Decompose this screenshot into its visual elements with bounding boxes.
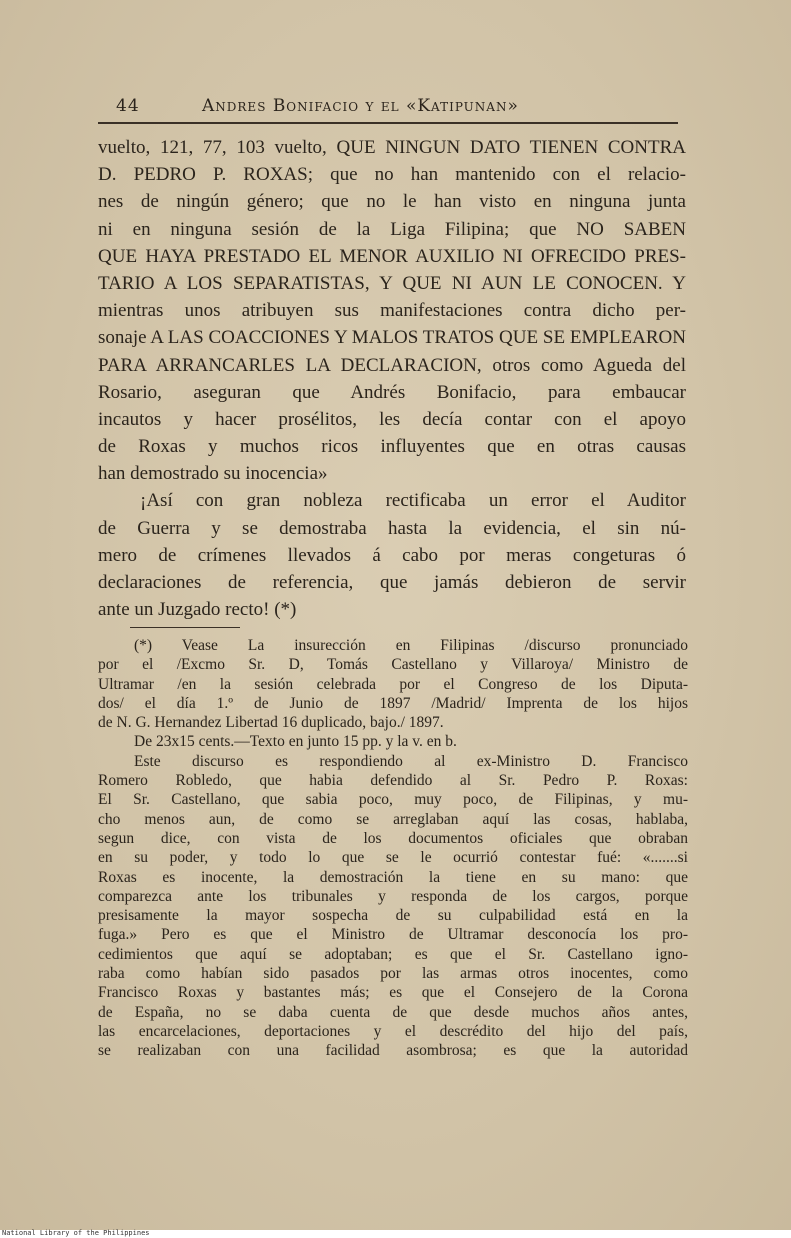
footnote-line: se realizaban con una facilidad asombrosa; es que la autoridad: [98, 1042, 688, 1060]
footnote-line: en su poder, y todo lo que se le ocurrió contestar fué: «.......si: [98, 849, 688, 867]
running-title: Andres Bonifacio y el «Katipunan»: [202, 96, 519, 116]
footnote-line: dos/ el día 1.º de Junio de 1897 /Madrid/ Imprenta de los hijos: [98, 694, 688, 712]
footnote-line: de España, no se daba cuenta de que desde muchos años antes,: [98, 1003, 688, 1021]
footnote-line: raba como habían sido pasados por las armas otros inocentes, como: [98, 965, 688, 983]
footnote-line: Roxas es inocente, la demostración la tiene en su mano: que: [98, 868, 688, 886]
body-line: declaraciones de referencia, que jamás debieron de servir: [98, 572, 686, 593]
body-line: QUE HAYA PRESTADO EL MENOR AUXILIO NI OFRECIDO PRES-: [98, 245, 686, 267]
body-line: sonaje A LAS COACCIONES Y MALOS TRATOS QUE SE EMPLEARON: [98, 327, 686, 349]
page-number: 44: [116, 96, 140, 116]
body-line: han demostrado su inocencia»: [98, 463, 328, 485]
footnote: [98, 636, 688, 1061]
footnote-line: (*) Vease La insurección en Filipinas /discurso pronunciado: [134, 637, 688, 654]
footnote-line: fuga.» Pero es que el Ministro de Ultramar desconocía los pro-: [98, 926, 688, 944]
footnote-line: de N. G. Hernandez Libertad 16 duplicado, bajo./ 1897.: [98, 714, 444, 732]
footnote-rule: [130, 627, 240, 628]
body-text: [98, 134, 686, 623]
footnote-line: por el /Excmo Sr. D, Tomás Castellano y Villaroya/ Ministro de: [98, 656, 688, 674]
body-line: mientras unos atribuyen sus manifestaciones contra dicho per-: [98, 300, 686, 322]
library-credit: National Library of the Philippines: [2, 1229, 150, 1237]
body-line: mero de crímenes llevados á cabo por meras congeturas ó: [98, 544, 686, 566]
body-line: ante un Juzgado recto! (*): [98, 599, 297, 621]
body-line: de Roxas y muchos ricos influyentes que en otras causas: [98, 436, 686, 458]
footnote-line: Ultramar /en la sesión celebrada por el Congreso de los Diputa-: [98, 675, 688, 693]
body-line: ni en ninguna sesión de la Liga Filipina; que NO SABEN: [98, 218, 686, 240]
body-line: Rosario, aseguran que Andrés Bonifacio, para embaucar: [98, 381, 686, 403]
body-line: vuelto, 121, 77, 103 vuelto, QUE NINGUN DATO TIENEN CONTRA: [98, 137, 686, 158]
body-line: D. PEDRO P. ROXAS; que no han mantenido con el relacio-: [98, 164, 686, 186]
footnote-line: El Sr. Castellano, que sabia poco, muy poco, de Filipinas, y mu-: [98, 791, 688, 809]
footnote-line: cedimientos que aquí se adoptaban; es que el Sr. Castellano igno-: [98, 945, 688, 963]
footnote-line: De 23x15 cents.—Texto en junto 15 pp. y la v. en b.: [134, 733, 457, 751]
body-line: TARIO A LOS SEPARATISTAS, Y QUE NI AUN LE CONOCEN. Y: [98, 272, 686, 294]
footnote-line: presisamente la mayor sospecha de su culpabilidad está en la: [98, 907, 688, 925]
footnote-line: las encarcelaciones, deportaciones y el descrédito del hijo del país,: [98, 1022, 688, 1040]
footnote-line: Francisco Roxas y bastantes más; es que el Consejero de la Corona: [98, 984, 688, 1002]
footnote-line: comparezca ante los tribunales y responda de los cargos, porque: [98, 887, 688, 905]
body-line: PARA ARRANCARLES LA DECLARACION, otros como Agueda del: [98, 354, 686, 376]
body-line: de Guerra y se demostraba hasta la evidencia, el sin nú-: [98, 517, 686, 539]
body-line: ¡Así con gran nobleza rectificaba un error el Auditor: [140, 490, 686, 512]
footnote-line: Romero Robledo, que habia defendido al Sr. Pedro P. Roxas:: [98, 772, 688, 790]
footnote-line: segun dice, con vista de los documentos oficiales que obraban: [98, 829, 688, 847]
body-line: incautos y hacer prosélitos, les decía contar con el apoyo: [98, 408, 686, 430]
footnote-line: Este discurso es respondiendo al ex-Ministro D. Francisco: [134, 752, 688, 770]
body-line: nes de ningún género; que no le han visto en ninguna junta: [98, 191, 686, 213]
header-rule: [98, 122, 678, 124]
footnote-line: cho menos aun, de como se arreglaban aquí las cosas, hablaba,: [98, 810, 688, 828]
